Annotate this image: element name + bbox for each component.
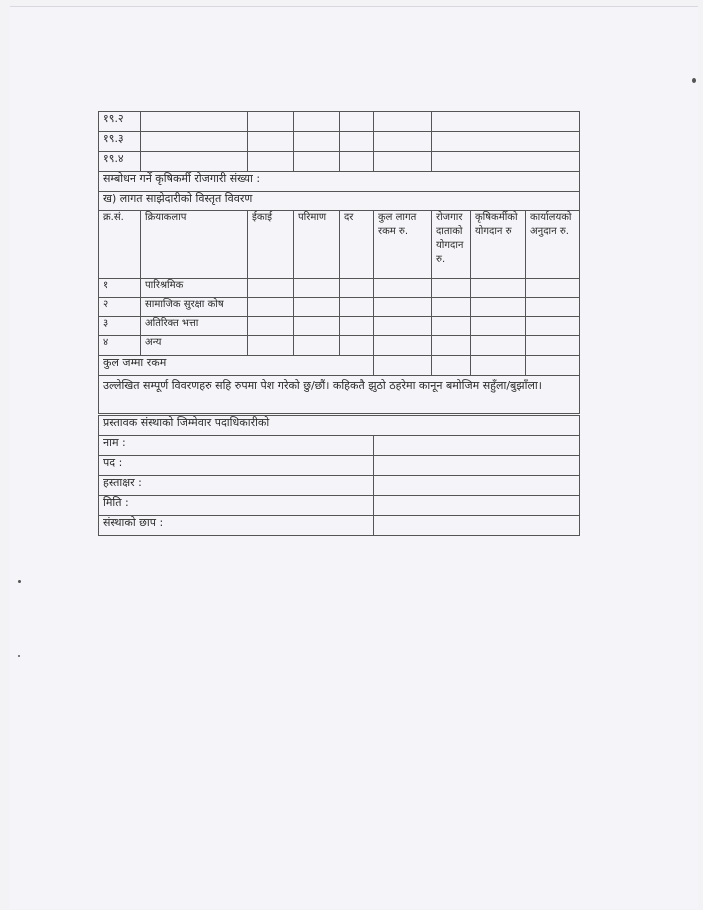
total-row — [99, 356, 580, 376]
post-value — [374, 456, 580, 476]
total-label: कुल जम्मा रकम — [99, 356, 374, 376]
header-total-cost: कुल लागत रकम रु. — [374, 211, 432, 279]
header-farmer-contribution: कृषिकर्मीको योगदान रु — [471, 211, 526, 279]
stamp-label: संस्थाको छाप : — [99, 516, 374, 536]
stamp-value — [374, 516, 580, 536]
declaration-row — [99, 376, 580, 414]
table-row — [99, 317, 580, 336]
row-activity: अन्य — [141, 336, 248, 356]
section-heading: ख) लागत साझेदारीको विस्तृत विवरण — [99, 192, 580, 211]
header-office-grant: कार्यालयको अनुदान रु. — [526, 211, 580, 279]
row-sn: १ — [99, 279, 141, 298]
header-employer-contribution: रोजगार दाताको योगदान रु. — [432, 211, 471, 279]
cost-sharing-table — [98, 111, 580, 414]
post-label: पद : — [99, 456, 374, 476]
row-sn: ३ — [99, 317, 141, 336]
table-row — [99, 298, 580, 317]
row-number: १९.२ — [99, 112, 141, 132]
header-sn: क्र.सं. — [99, 211, 141, 279]
scan-speck — [692, 78, 696, 83]
employment-label: सम्बोधन गर्ने कृषिकर्मी रोजगारी संख्या : — [99, 172, 580, 192]
responsible-heading: प्रस्तावक संस्थाको जिम्मेवार पदाधिकारीको — [99, 416, 580, 436]
name-label: नाम : — [99, 436, 374, 456]
date-value — [374, 496, 580, 516]
header-unit: ईकाई — [248, 211, 294, 279]
header-quantity: परिमाण — [294, 211, 340, 279]
table-row — [99, 336, 580, 356]
signature-value — [374, 476, 580, 496]
row-activity: पारिश्रमिक — [141, 279, 248, 298]
table-row — [99, 456, 580, 476]
row-sn: २ — [99, 298, 141, 317]
table-row — [99, 516, 580, 536]
scan-speck — [18, 655, 20, 657]
table-row — [99, 112, 580, 132]
table-row — [99, 132, 580, 152]
row-activity: सामाजिक सुरक्षा कोष — [141, 298, 248, 317]
employment-count-row — [99, 172, 580, 192]
declaration-text: उल्लेखित सम्पूर्ण विवरणहरु सहि रुपमा पेश गरेको छु/छौं। कहिकतै झुठो ठहरेमा कानून बमोजिम सहुँला/बुझाँला। — [99, 376, 580, 414]
header-row — [99, 211, 580, 279]
table-row — [99, 496, 580, 516]
name-value — [374, 436, 580, 456]
table-row — [99, 436, 580, 456]
row-sn: ४ — [99, 336, 141, 356]
table-row — [99, 152, 580, 172]
header-rate: दर — [340, 211, 374, 279]
table-row — [99, 279, 580, 298]
scan-speck — [18, 580, 21, 583]
row-activity: अतिरिक्त भत्ता — [141, 317, 248, 336]
table-row — [99, 416, 580, 436]
signatory-table — [98, 415, 580, 536]
date-label: मिति : — [99, 496, 374, 516]
signature-label: हस्ताक्षर : — [99, 476, 374, 496]
section-heading-row — [99, 192, 580, 211]
row-number: १९.३ — [99, 132, 141, 152]
header-activity: क्रियाकलाप — [141, 211, 248, 279]
table-row — [99, 476, 580, 496]
row-number: १९.४ — [99, 152, 141, 172]
